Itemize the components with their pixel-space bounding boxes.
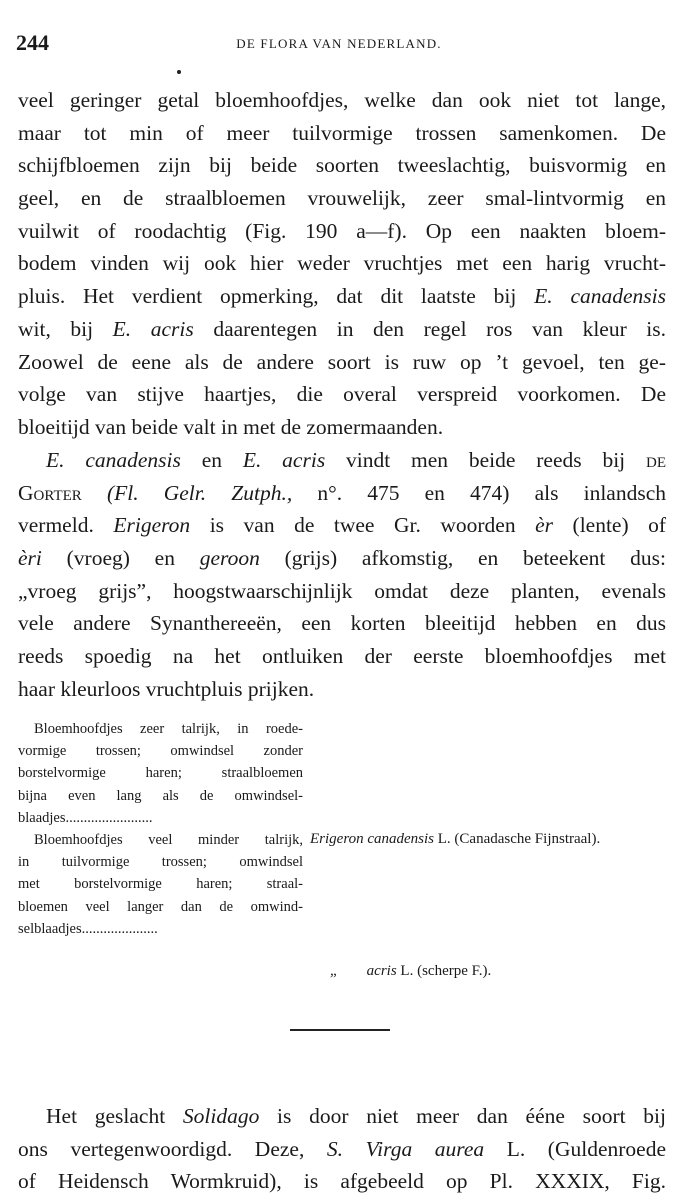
text-span: wit, bij xyxy=(18,316,94,341)
text-line: „vroeg grijs”, hoogstwaarschijnlijk omdat deze planten, evenals xyxy=(18,578,666,603)
greek-word: èri xyxy=(18,546,42,571)
text-line xyxy=(18,1100,666,1133)
text-line: schijfbloemen zijn bij beide soorten tweeslachtig, buisvormig en xyxy=(18,153,666,178)
text-line: maar tot min of meer tuilvormige trossen samenkomen. De xyxy=(18,120,666,145)
text-line xyxy=(18,509,666,542)
text-line xyxy=(18,542,666,575)
text-line: geel, en de straalbloemen vrouwelijk, zeer smal-lintvormig en xyxy=(18,186,666,211)
species-name: E. acris xyxy=(242,448,326,472)
species-name: S. Virga aurea xyxy=(326,1136,485,1161)
key-line: bloemen veel langer dan de omwind- xyxy=(18,898,303,915)
greek-word: geroon xyxy=(199,546,260,571)
key-line: borstelvormige haren; straalbloemen xyxy=(18,765,303,782)
key-entry-1 xyxy=(18,718,303,829)
common-name: L. (Canadasche Fijnstraal). xyxy=(437,831,601,847)
text-line: vuilwit of roodachtig (Fig. 190 a—f). Op een naakten bloem- xyxy=(18,218,666,243)
text-span: vindt men beide reeds bij xyxy=(346,448,626,472)
species-name: E. canadensis xyxy=(534,284,666,309)
section-divider xyxy=(290,1029,390,1031)
text-line xyxy=(18,313,666,346)
species-name: E. acris xyxy=(112,316,194,341)
text-line xyxy=(18,444,666,477)
text-line: bodem vinden wij ook hier weder vruchtjes met een harig vrucht- xyxy=(18,251,666,276)
key-line: Bloemhoofdjes zeer talrijk, in roede- xyxy=(34,721,303,737)
ink-speck xyxy=(177,70,181,74)
key-line: bijna even lang als de omwindsel- xyxy=(18,787,303,804)
book-title: (Fl. Gelr. Zutph., xyxy=(106,480,293,505)
paragraph-3 xyxy=(18,1100,666,1198)
text-line xyxy=(18,1133,666,1166)
page-header xyxy=(16,30,662,56)
text-line: veel geringer getal bloemhoofdjes, welke dan ook niet tot lange, xyxy=(18,88,666,112)
key-line: selblaadjes..................... xyxy=(18,920,158,937)
species-name: Erigeron canadensis xyxy=(310,831,435,847)
text-line: volge van stijve haartjes, die overal verspreid voorkomen. De xyxy=(18,382,666,407)
text-line xyxy=(18,280,666,313)
key-line: met borstelvormige haren; straal- xyxy=(18,876,303,893)
text-span: is van de twee Gr. woorden xyxy=(209,513,516,538)
text-span: n°. 475 en 474) als inlandsch xyxy=(317,480,666,505)
species-name: E. canadensis xyxy=(46,448,181,472)
key-line: blaadjes........................ xyxy=(18,809,153,826)
common-name: L. (scherpe F.). xyxy=(400,963,492,979)
author-name: de xyxy=(646,448,666,472)
text-line: vele andere Synanthereeën, een korten bleeitijd hebben en dus xyxy=(18,611,666,636)
identification-key xyxy=(18,718,668,979)
species-name: acris xyxy=(366,963,397,979)
text-line: bloeitijd van beide valt in met de zomermaanden. xyxy=(18,414,444,439)
ditto-mark: „ xyxy=(330,963,337,979)
key-result-2 xyxy=(330,960,491,982)
text-span: (lente) of xyxy=(572,513,667,538)
genus-name: Solidago xyxy=(182,1104,260,1128)
text-span: ons vertegenwoordigd. Deze, xyxy=(18,1136,305,1161)
text-span: daarentegen in den regel ros van kleur is. xyxy=(213,316,667,341)
page-number: 244 xyxy=(16,30,49,55)
key-line: in tuilvormige trossen; omwindsel xyxy=(18,854,303,871)
paragraph-2 xyxy=(18,444,666,706)
text-line: Zoowel de eene als de andere soort is ruw op ’t gevoel, ten ge- xyxy=(18,349,666,374)
text-span: is door niet meer dan ééne soort bij xyxy=(277,1104,667,1128)
text-line: reeds spoedig na het ontluiken der eerste bloemhoofdjes met xyxy=(18,644,666,669)
text-span: (vroeg) en xyxy=(66,546,175,571)
text-span: pluis. Het verdient opmerking, dat dit laatste bij xyxy=(18,284,517,309)
text-line: haar kleurloos vruchtpluis prijken. xyxy=(18,676,315,701)
text-line xyxy=(18,477,666,510)
greek-word: èr xyxy=(535,513,554,538)
text-span: (grijs) afkomstig, en beteekent dus: xyxy=(284,546,666,571)
text-span: Het geslacht xyxy=(46,1104,166,1128)
key-entry-2 xyxy=(18,829,303,940)
key-result-1 xyxy=(310,828,600,850)
key-line: Bloemhoofdjes veel minder talrijk, xyxy=(34,831,303,848)
paragraph-1 xyxy=(18,84,666,444)
text-span: L. (Guldenroede xyxy=(506,1136,666,1161)
text-line: of Heidensch Wormkruid), is afgebeeld op Pl. XXXIX, Fig. xyxy=(18,1169,666,1194)
text-span: en xyxy=(201,448,223,472)
running-title: DE FLORA VAN NEDERLAND. xyxy=(236,36,442,51)
genus-name: Erigeron xyxy=(113,513,191,538)
author-name: Gorter xyxy=(18,480,82,505)
text-span: vermeld. xyxy=(18,513,94,538)
key-line: vormige trossen; omwindsel zonder xyxy=(18,743,303,760)
